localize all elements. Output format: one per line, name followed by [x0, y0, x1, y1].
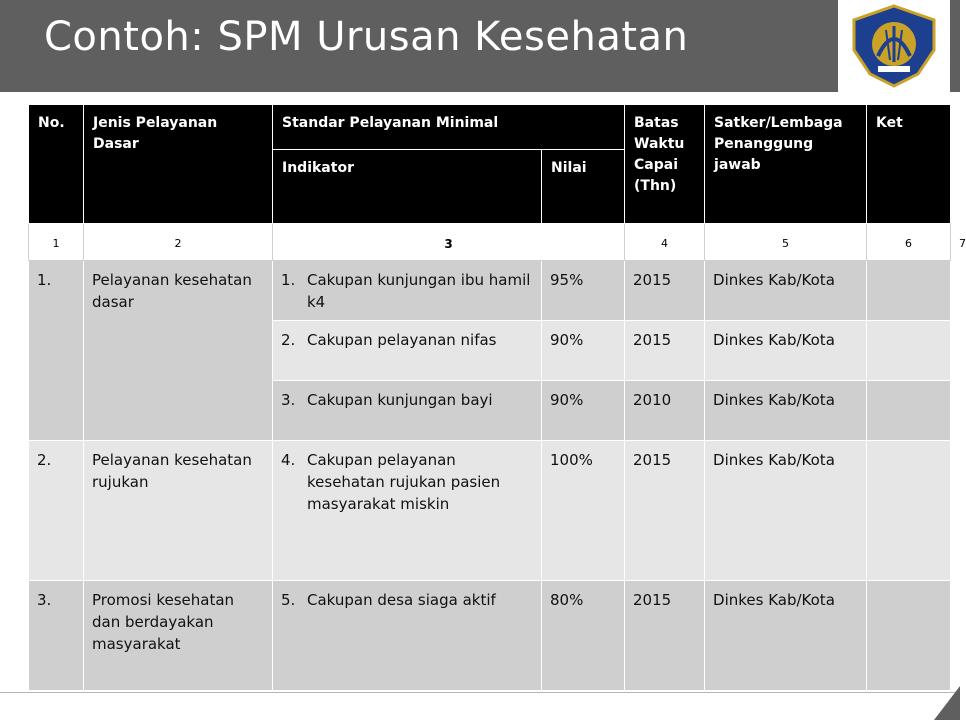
indikator-cell: [273, 261, 542, 321]
column-number: 5: [705, 224, 867, 261]
satker-cell: Dinkes Kab/Kota: [705, 261, 867, 321]
indikator-number: 3.: [281, 391, 296, 409]
row-number: 1.: [29, 261, 84, 441]
batas-cell: 2015: [625, 441, 705, 581]
indikator-text: Cakupan pelayanan nifas: [307, 331, 497, 349]
ket-cell: [867, 441, 951, 581]
page-title: Contoh: SPM Urusan Kesehatan: [44, 14, 689, 60]
satker-cell: Dinkes Kab/Kota: [705, 321, 867, 381]
indikator-cell: [273, 381, 542, 441]
batas-cell: 2010: [625, 381, 705, 441]
nilai-cell: 90%: [542, 381, 625, 441]
column-number: 4: [625, 224, 705, 261]
indikator-cell: [273, 581, 542, 691]
row-number: 3.: [29, 581, 84, 691]
ket-cell: [867, 321, 951, 381]
header-no: No.: [29, 105, 84, 224]
header-batas-waktu: Batas Waktu Capai (Thn): [625, 105, 705, 224]
batas-cell: 2015: [625, 581, 705, 691]
nilai-cell: 100%: [542, 441, 625, 581]
indikator-number: 2.: [281, 331, 296, 349]
jenis-pelayanan-cell: Pelayanan kesehatan dasar: [84, 261, 273, 441]
indikator-number: 5.: [281, 591, 296, 609]
kementerian-keuangan-logo-icon: [848, 4, 940, 88]
nilai-cell: 80%: [542, 581, 625, 691]
satker-cell: Dinkes Kab/Kota: [705, 581, 867, 691]
indikator-cell: [273, 321, 542, 381]
table-row: [29, 261, 951, 321]
indikator-cell: [273, 441, 542, 581]
nilai-cell: 95%: [542, 261, 625, 321]
batas-cell: 2015: [625, 261, 705, 321]
header-indikator: Indikator: [273, 150, 542, 224]
indikator-text: Cakupan kunjungan ibu hamil k4: [307, 271, 531, 311]
indikator-text: Cakupan desa siaga aktif: [307, 591, 496, 609]
header-jenis-pelayanan: Jenis Pelayanan Dasar: [84, 105, 273, 224]
indikator-number: 1.: [281, 271, 296, 289]
header-ket: Ket: [867, 105, 951, 224]
header-nilai: Nilai: [542, 150, 625, 224]
header-standar-pelayanan: Standar Pelayanan Minimal: [273, 105, 625, 150]
column-number: 1: [29, 224, 84, 261]
table-row: [29, 581, 951, 691]
spm-table: No. Jenis Pelayanan Dasar Standar Pelayanan Minimal Batas Waktu Capai (Thn) Satker/Lembaga Penanggung jawab Ket Indikator Nilai 1 2 3 4 5 6 7 1. Pelayanan kesehatan dasar 1. Cakupan kunjungan ibu hamil k4 95% 2015 Dinkes Kab/Kota 2. Cakupan pelayanan nifas 90% 2015 Dinkes Kab/Kota 3. Cakupan kunjungan bayi 90% 2010 Dinkes Kab/Kota 2. Pelayanan kesehatan rujukan 4. Cakupan pelayanan kesehatan rujukan pasien masyarakat miskin 100% 2015 Dinkes Kab/Kota 3. Promosi kesehatan dan berdayakan masyarakat 5. Cakupan desa siaga aktif 80% 2015 Dinkes Kab/Kota: [28, 104, 951, 691]
satker-cell: Dinkes Kab/Kota: [705, 381, 867, 441]
column-number: 3: [273, 224, 625, 261]
table-row: [29, 441, 951, 581]
jenis-pelayanan-cell: Promosi kesehatan dan berdayakan masyarakat: [84, 581, 273, 691]
batas-cell: 2015: [625, 321, 705, 381]
column-number: 6: [867, 224, 951, 261]
column-number: 2: [84, 224, 273, 261]
jenis-pelayanan-cell: Pelayanan kesehatan rujukan: [84, 441, 273, 581]
header-satker: Satker/Lembaga Penanggung jawab: [705, 105, 867, 224]
indikator-text: Cakupan kunjungan bayi: [307, 391, 493, 409]
footer-divider: [0, 692, 960, 693]
ket-cell: [867, 261, 951, 321]
title-bar: [0, 0, 960, 92]
row-number: 2.: [29, 441, 84, 581]
logo-container: [838, 0, 950, 92]
ket-cell: [867, 381, 951, 441]
indikator-number: 4.: [281, 451, 296, 469]
indikator-text: Cakupan pelayanan kesehatan rujukan pasien masyarakat miskin: [307, 451, 501, 513]
satker-cell: Dinkes Kab/Kota: [705, 441, 867, 581]
ket-cell: [867, 581, 951, 691]
nilai-cell: 90%: [542, 321, 625, 381]
